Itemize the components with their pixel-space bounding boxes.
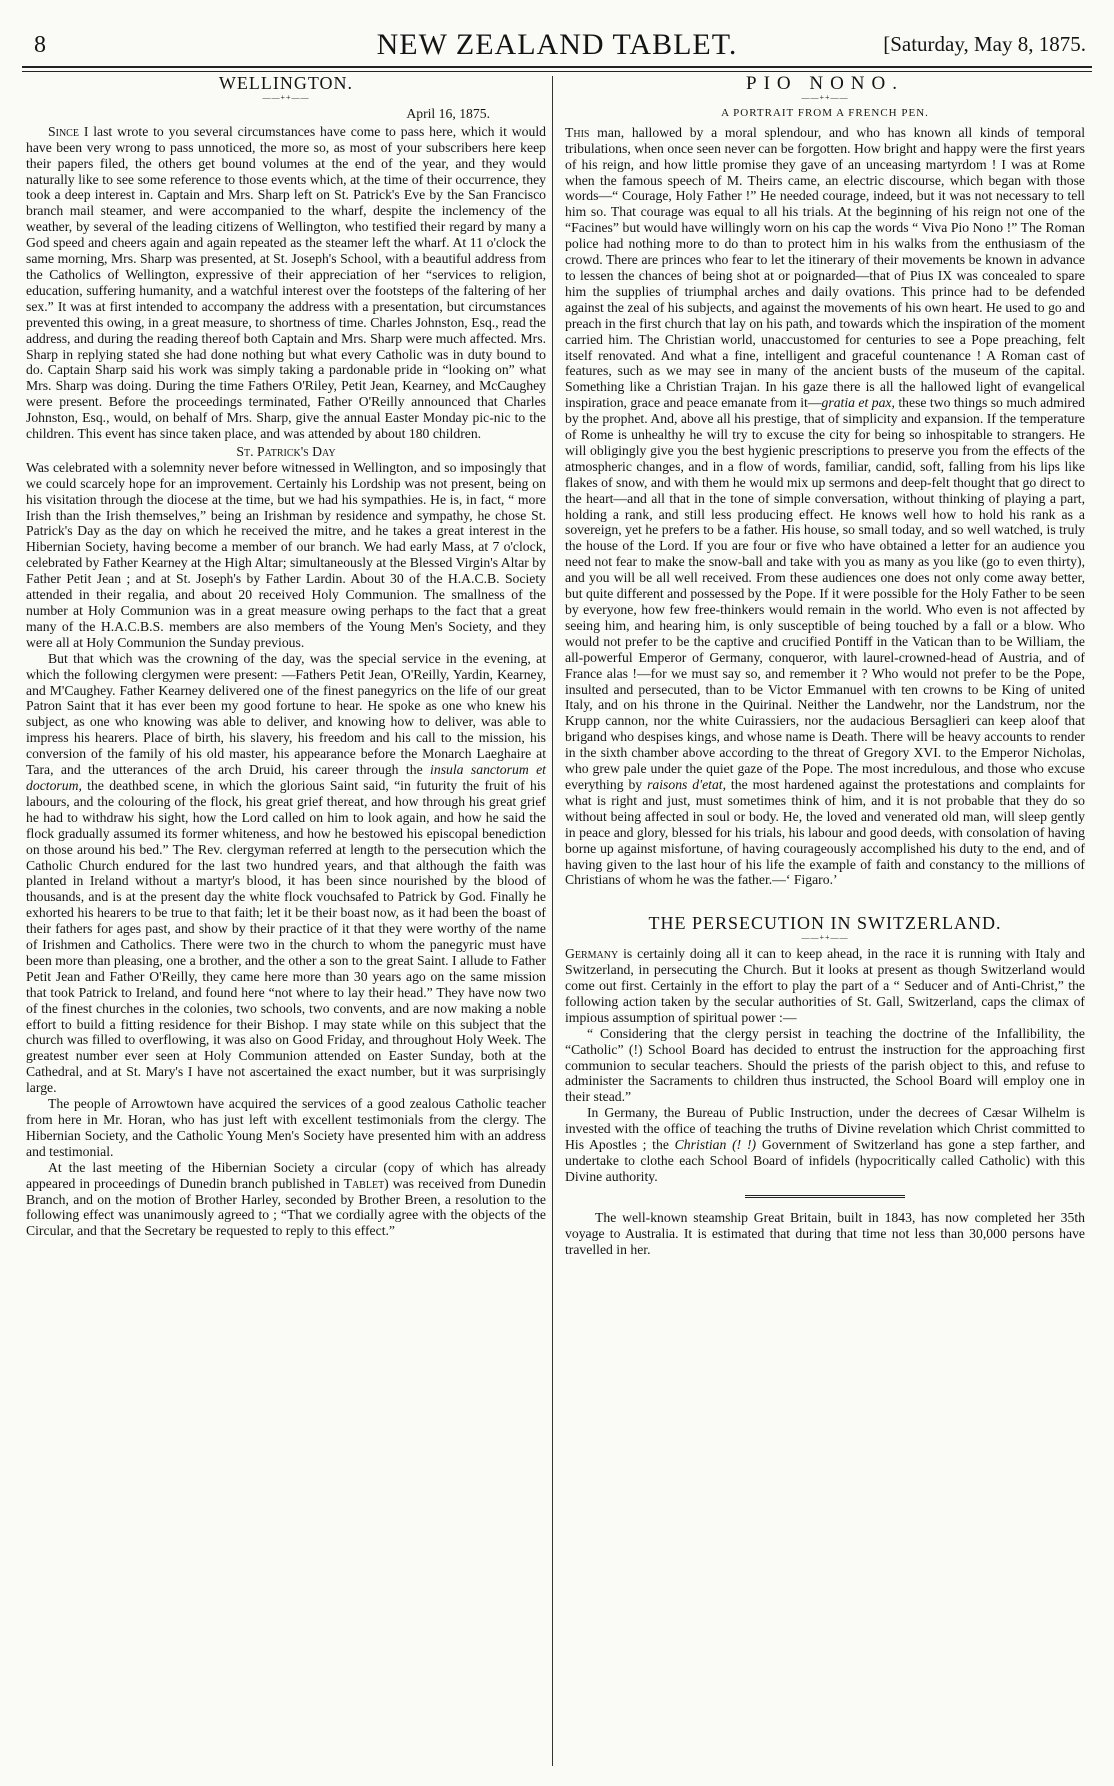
- lead-word: Germany: [565, 946, 619, 962]
- paragraph-text: I last wrote to you several circumstances have come to pass here, which it would have been very wrong to pass unnoticed, the more so, as most of your subscribers here keep their papers filed, the others get bound volumes at the end of the year, and they would naturally like to see some reference to those events which, at the time of their occurrence, they took a deep interest in. Captain and Mrs. Sharp left on St. Patrick's Eve by the San Francisco branch mail steamer, and were accompanied to the wharf, despite the inclemency of the weather, by several of the leading citizens of Wellington, who testified their regard by many a God speed and cheers again and again repeated as the steamer left the wharf. At 11 o'clock the same morning, Mrs. Sharp was presented, at St. Joseph's School, with a beautiful address from the Catholics of Wellington, expressive of their appreciation of her “services to religion, education, suffering humanity, and a watchful interest over the footsteps of the faltering of her sex.” It was at first intended to accompany the address with a presentation, but circumstances prevented this owing, in a great measure, to shortness of time. Charles Johnston, Esq., read the address, and during the reading thereof both Captain and Mrs. Sharp were much affected. Mrs. Sharp in replying stated she had done nothing but what every Catholic was in duty bound to do. Captain Sharp said his work was simply taking a pardonable pride in “looking on” what Mrs. Sharp was doing. During the time Fathers O'Riley, Petit Jean, Kearney, and McCaughey were present. Before the proceedings terminated, Father O'Reilly announced that Charles Johnston, Esq., would, on behalf of Mrs. Sharp, give the annual Easter Monday pic-nic to the children. This event has since taken place, and was attended by about 180 children.: [26, 123, 546, 442]
- newspaper-title: NEW ZEALAND TABLET.: [376, 28, 738, 61]
- italic-phrase: raisons d'etat,: [647, 776, 727, 792]
- right-column: [565, 73, 1086, 1258]
- paragraph-text: these two things so much admired by the prophet. And, above all his prestige, that of simplicity and expansion. If the temperature of Rome is unhealthy he will try to excuse the city for being so inhospitable to strangers. He will obligingly give you the best hygienic prescriptions to preserve you from the effects of the atmospheric changes, and in a flow of words, familiar, candid, soft, falling from his lips like flakes of snow, and with them he would mix up sermons and deep-felt thought that go direct to the heart—and all that in the tone of simple conversation, without thinking of playing a part, holding a rank, and still less producing effect. He knows well how to hold his rank as a sovereign, yet he prefers to be a father. His house, so small today, and so well watched, is truly the house of the Lord. If you are four or five who have obtained a letter for an audience you need not fear to make the snow-ball and take with you as many as you like (go to even thirty), and you will be all well received. From these audiences one does not only come away better, but quite different and possessed by the Pope. If it were possible for the Holy Father to be seen by everyone, how few free-thinkers would remain in the world. Who even is not affected by seeing him, and hearing him, is only susceptible of being touched by a fall or a blow. Who would not prefer to be the captive and crucified Pontiff in the Vatican than to be William, the all-powerful Emperor of Germany, conqueror, with laurel-crowned-head of Austria, and of France alas !—for we must say so, and remember it ? Who would not prefer to be the Pope, insulted and persecuted, than to be Victor Emmanuel with ten crowns to be King of united Italy, and on his throne in the Quirinal. Neither the Landwehr, nor the Landstrum, nor the Krupp cannon, nor the white Cuirassiers, nor the audacious Bersaglieri can keep aloof that brigand who despises kings, and whose name is Death. There will be heavy accounts to render in the sixth chamber above according to the threat of Gregory XVI. to the Emperor Nicholas, who grew pale under the quiet gaze of the Pope. The most incredulous, and those who excuse everything by: [565, 395, 1086, 792]
- italic-phrase: Christian (! !): [674, 1137, 757, 1153]
- great-britain-note: The well-known steamship Great Britain, built in 1843, has now completed her 35th voyage to Australia. It is estimated that during that time not less than 30,000 persons have travelled in her.: [565, 1209, 1085, 1257]
- pio-nono-paragraph: [565, 125, 1085, 889]
- wellington-paragraph-4: The people of Arrowtown have acquired the services of a good zealous Catholic teacher from here in Mr. Horan, who has just left with excellent testimonials from the clergy. The Hibernian Society, and the Catholic Young Men's Society have presented him with an address and testimonial.: [26, 1096, 546, 1159]
- column-divider: [552, 76, 553, 1766]
- masthead-rule: [22, 66, 1092, 68]
- lead-word: This: [565, 124, 590, 140]
- issue-date: [Saturday, May 8, 1875.: [883, 32, 1086, 56]
- paragraph-text: man, hallowed by a moral splendour, and who has known all kinds of temporal tribulations, when once seen never can be forgotten. How bright and happy were the first years of his reign, and how little promise they gave of an unceasing martyrdom ! I was at Rome when the famous speech of M. Theirs came, an electric discourse, which began with those words—“ Courage, Holy Father !” He needed courage, indeed, but it was not necessary to tell him so. That courage was equal to all his trials. At the beginning of his reign not one of the “Facines” but would have willingly worn on his cap the words “ Viva Pio Nono !” The Roman police had nothing more to do than to protect him in his walks from the enthusiasm of the crowd. There are princes who fear to let the itinerary of their movements be known in advance to lessen the chances of being shot at or poignarded—that of Pius IX was concealed to spare him the supplies of triumphal arches and daily ovations. This prince had to be defended against the zeal of his subjects, and against the movements of his own heart. He used to go and preach in the first church that lay on his path, and towards which the inspiration of the moment carried him. The Christian world, unaccustomed for centuries to see a Pope preaching, felt itself renovated. And what a fine, intelligent and graceful countenance ! A Roman cast of features, such as we may see in many of the ancient busts of the museum of the capital. Something like a Christian Trajan. In his gaze there is all the hallowed light of evangelical inspiration, grace and peace emanate from it—: [565, 124, 1085, 411]
- paragraph-text: In Germany, the Bureau of Public Instruction, under the decrees of Cæsar Wilhelm is invested with the office of teaching the truths of Divine revelation which Christ committed to His Apostles ; the: [565, 1105, 1085, 1153]
- wellington-paragraph-1: [26, 124, 546, 442]
- paragraph-text: the deathbed scene, in which the glorious Saint said, “in futurity the fruit of his labours, and the colouring of the flock, his great grief thereat, and how through his great grief he had to withdraw his sight, how the Lord called on him to look again, and how he said the flock gradually assumed its former whiteness, and how he bestowed his episcopal benediction on those around his bed.” The Rev. clergyman referred at length to the persecution which the Catholic Church endured for the last two hundred years, and that although the faith was planted in Ireland without a martyr's blood, it has been since nourished by the blood of thousands, and is at the present day the white flock vouchsafed to Patrick by God. Finally he exhorted his hearers to be true to that faith; let it be their boast now, as it had been the boast of their fathers for ages past, and show by their practice of it that they were worthy of the name of Irishmen and Catholics. There were two in the church to whom the panegyric must have been more than pleasing, one a brother, and the other a son to the great Saint. I allude to Father Petit Jean and Father O'Reilly, they came here more than 30 years ago on the same mission that took Patrick to Ireland, and found here “not where to lay their head.” They have now two of the finest churches in the colonies, two schools, two convents, and are now making a noble effort to build a fitting residence for their Bishop. I may state while on this subject that the church was filled to overflowing, it was also on Good Friday, and throughout Holy Week. The greatest number ever seen at Holy Communion attended on Easter Sunday, both at the Cathedral, and at St. Mary's I have not ascertained the exact number, but it was surprisingly large.: [26, 777, 546, 1096]
- wellington-paragraph-3: [26, 651, 546, 1096]
- wellington-dateline: April 16, 1875.: [406, 105, 490, 121]
- pio-nono-heading: PIO NONO.: [746, 73, 904, 94]
- persecution-paragraph-3: [565, 1105, 1085, 1185]
- heading-ornament: ——++——: [801, 933, 849, 943]
- masthead: [22, 24, 1092, 64]
- paragraph-text: ) was received from Dunedin Branch, and on the motion of Brother Harley, seconded by Brother Breen, a resolution to the following effect was unanimously agreed to ; “That we cordially agree with the objects of the Circular, and that the Secretary be requested to reply to this effect.”: [26, 1175, 546, 1239]
- paragraph-text: At the last meeting of the Hibernian Society a circular (copy of which has already appeared in proceedings of Dunedin branch published in: [26, 1159, 546, 1191]
- st-patricks-day-heading: St. Patrick's Day: [236, 443, 336, 459]
- section-rule: [745, 1195, 905, 1198]
- persecution-quote: “ Considering that the clergy persist in teaching the doctrine of the Infallibility, the “Catholic” (!) School Board has decided to entrust the instruction for the approaching first communion to secular teachers. Should the priests of the parish object to this, and refuse to administer the Sacraments to children thus instructed, the School Board will employ one in their stead.”: [565, 1025, 1085, 1105]
- persecution-heading: THE PERSECUTION IN SWITZERLAND.: [648, 913, 1002, 934]
- paragraph-text: the most hardened against the protestations and complaints for what is right and just, must sometimes think of him, and it is not probable that they do so without being affected in soul or body. He, the loved and venerated old man, will sleep gently in peace and glory, blessed for his trials, his labour and good deeds, with consolation of having borne up against misfortune, of having courageously accomplished his duty to the end, and of having given to the last hour of his life the example of faith and constancy to the millions of Christians of whom he was the father.—‘ Figaro.’: [565, 776, 1085, 888]
- tablet-name: Tablet: [343, 1175, 385, 1191]
- left-column: [26, 73, 546, 1239]
- page-number: 8: [34, 32, 46, 58]
- wellington-paragraph-2: Was celebrated with a solemnity never before witnessed in Wellington, and so imposingly that we could scarcely hope for an improvement. Certainly his Lordship was not present, being on his visitation through the diocese at the time, but we had his sympathies. He is, in fact, “ more Irish than the Irish themselves,” being an Irishman by residence and sympathy, he chose St. Patrick's Day as the day on which he received the mitre, and he takes a great interest in the Hibernian Society, having become a member of our branch. We had early Mass, at 7 o'clock, celebrated by Father Kearney at the High Altar; simultaneously at the Blessed Virgin's Altar by Father Petit Jean ; and at St. Joseph's by Father Lardin. About 30 of the H.A.C.B. Society attended in their regalia, and about 20 received Holy Communion. The smallness of the number at Holy Communion was in a great measure owing perhaps to the fact that a great many of the H.A.C.B.S. members are also members of the Young Men's Society, and they were all at Holy Communion the Sunday previous.: [26, 459, 546, 650]
- italic-phrase: gratia et pax,: [821, 395, 895, 411]
- lead-word: Since: [48, 123, 79, 139]
- persecution-paragraph-1: [565, 946, 1085, 1026]
- masthead-rule-thin: [22, 71, 1092, 72]
- paragraph-text: But that which was the crowning of the day, was the special service in the evening, at which the following clergymen were present: —Fathers Petit Jean, O'Reilly, Yardin, Kearney, and M'Caughey. Father Kearney delivered one of the finest panegyrics on the life of our great Patron Saint that it has ever been my good fortune to hear. He spoke as one who knew his subject, as one who knowing was able to deliver, and knowing how to deliver, was able to impress his hearers. Place of birth, his slavery, his freedom and his call to the mission, his conversion of the family of his old master, his appearance before the Monarch Laeghaire at Tara, and the utterances of the arch Druid, his career through the: [26, 650, 546, 778]
- heading-ornament: ——++——: [262, 92, 310, 102]
- italic-phrase: insula sanctorum et doctorum,: [26, 762, 546, 793]
- wellington-paragraph-5: [26, 1160, 546, 1240]
- pio-nono-subheading: A PORTRAIT FROM A FRENCH PEN.: [721, 106, 929, 119]
- wellington-heading: WELLINGTON.: [218, 73, 354, 93]
- paragraph-text: Government of Switzerland has gone a step farther, and undertake to clothe each School Board of infidels (hypocritically called Catholic) with this Divine authority.: [565, 1137, 1085, 1184]
- heading-ornament: ——++——: [801, 92, 849, 102]
- paragraph-text: is certainly doing all it can to keep ahead, in the race it is running with Italy and Switzerland, in persecuting the Church. But it looks at present as though Switzerland would come out first. Certainly in the effort to play the part of a “ Seducer and of Anti-Christ,” the following action taken by the secular authorities of St. Gall, Switzerland, caps the climax of impious assumption of spiritual power :—: [565, 946, 1085, 1025]
